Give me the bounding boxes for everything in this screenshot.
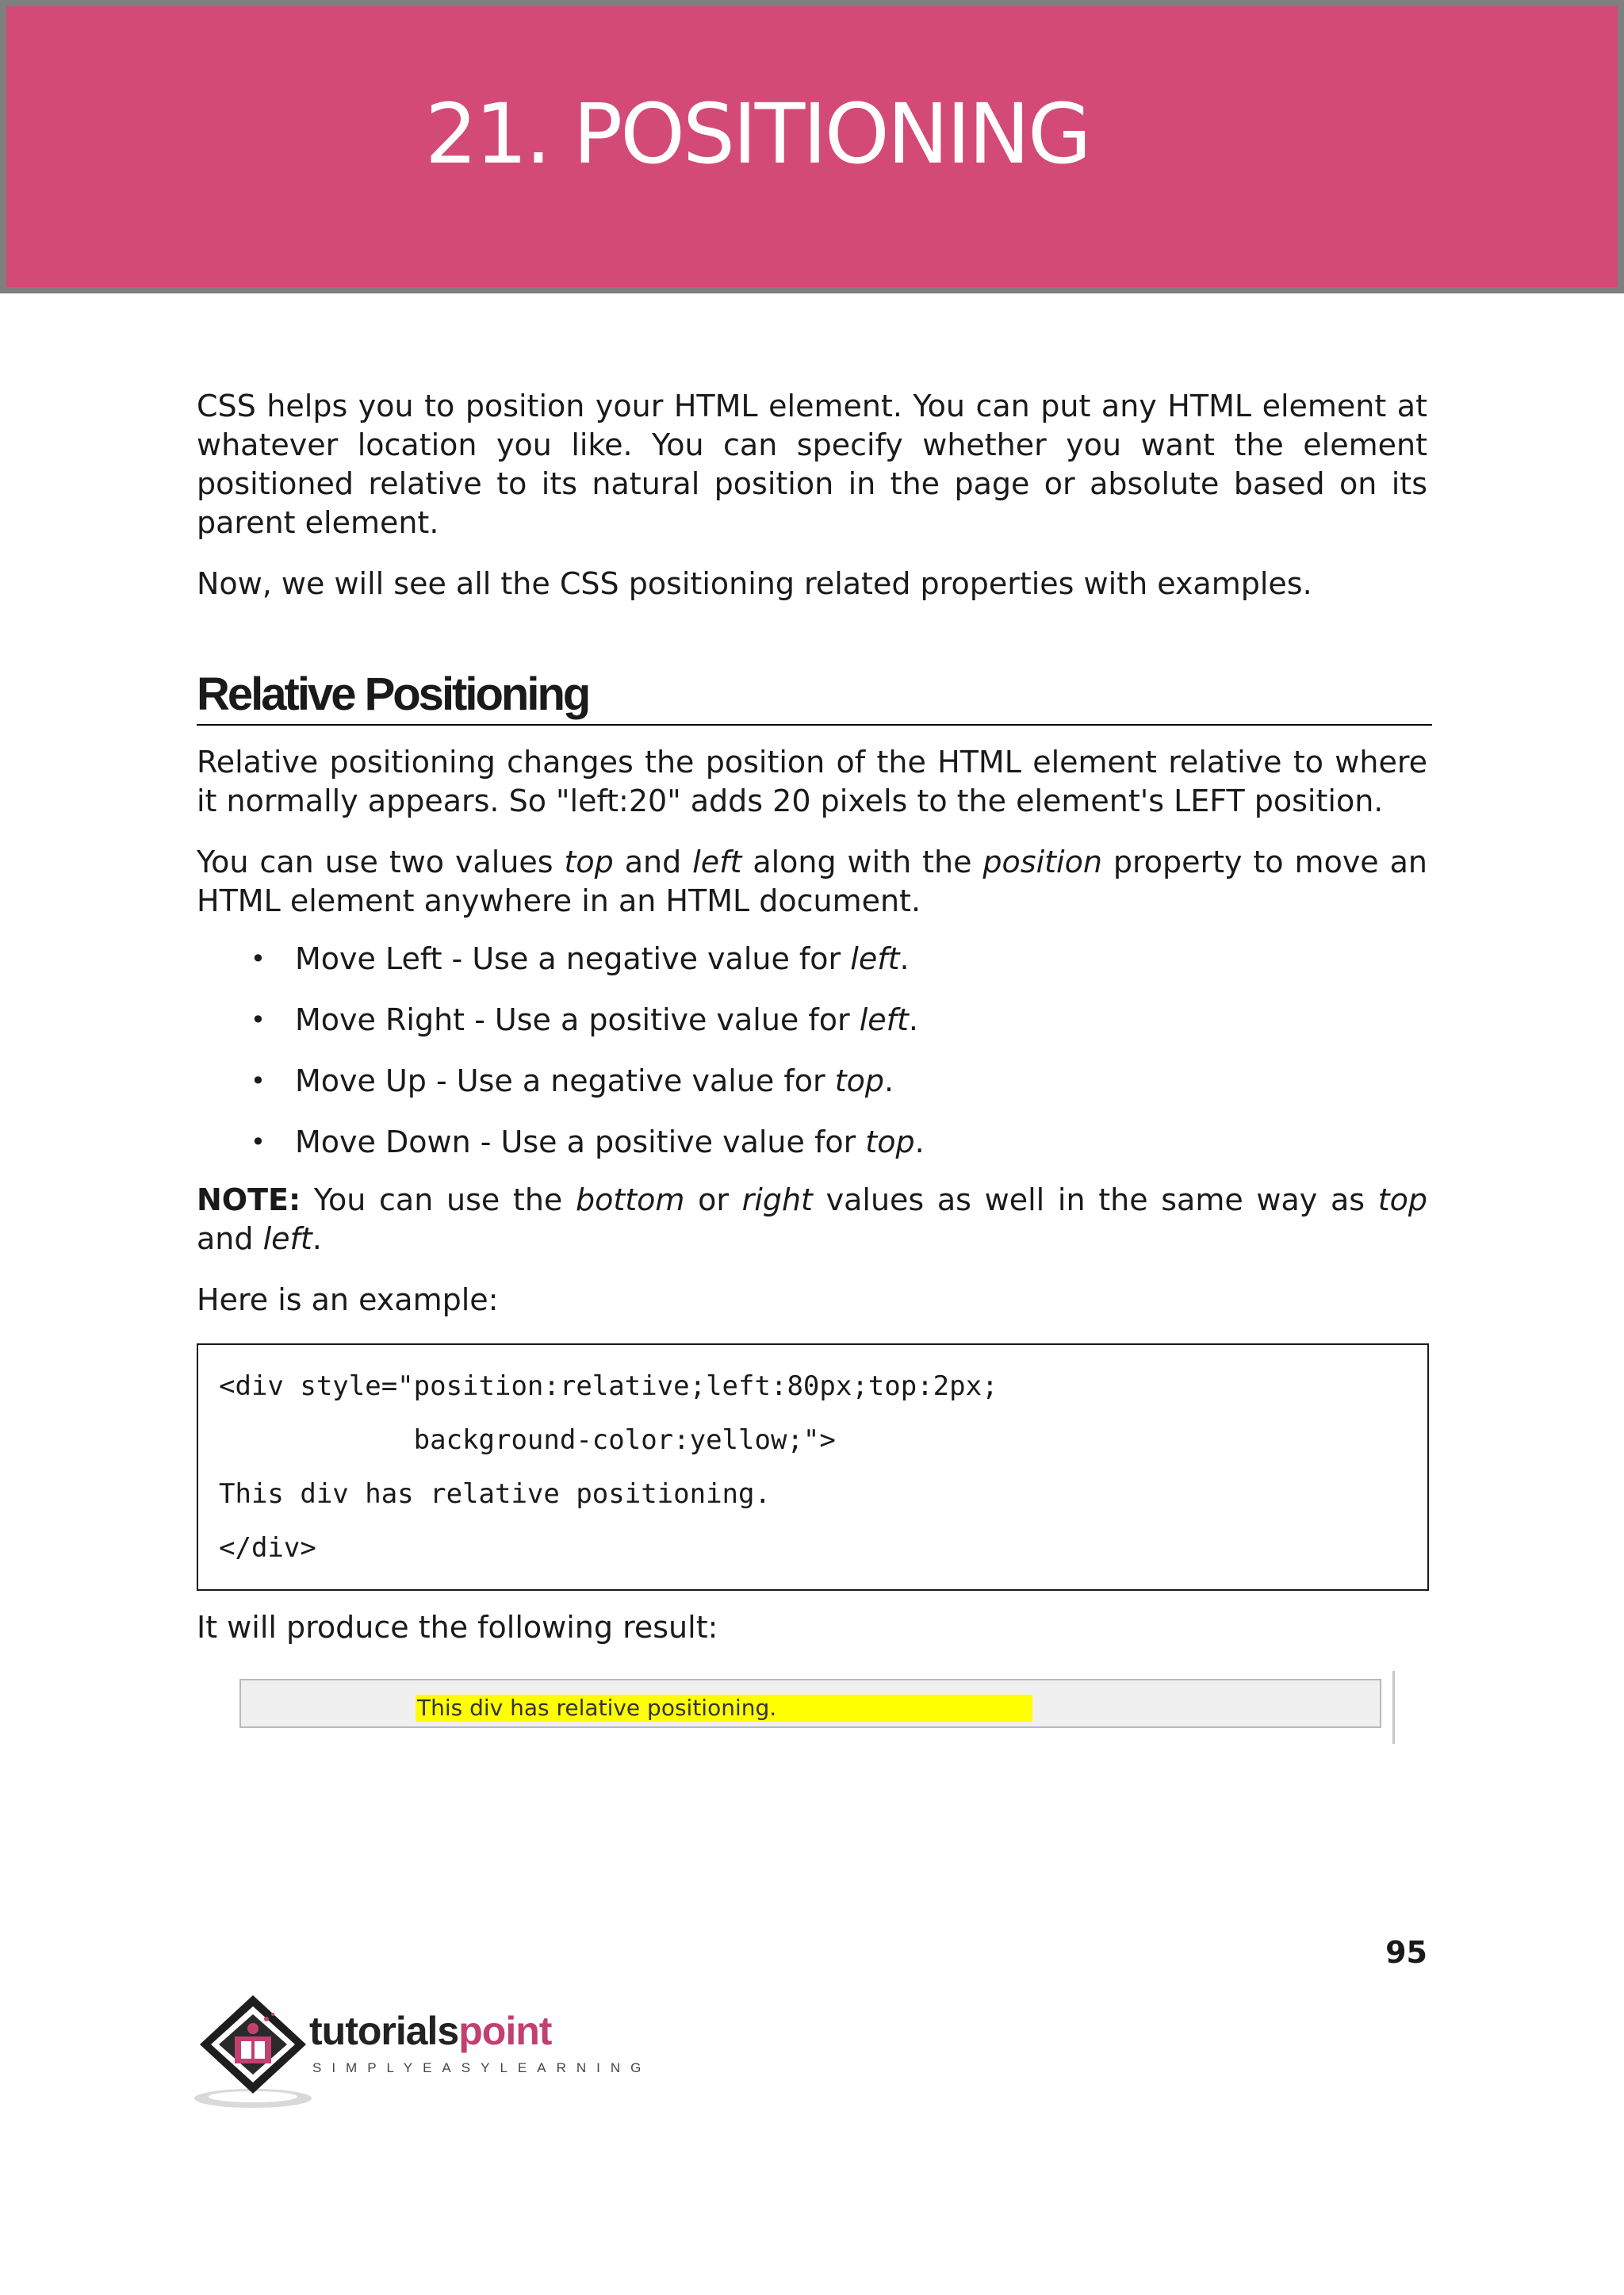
chapter-title: 21. POSITIONING	[425, 86, 1090, 182]
code-line: background-color:yellow;">	[219, 1424, 836, 1456]
logo-tagline: SIMPLYEASYLEARNING	[312, 2060, 652, 2075]
note-label: NOTE:	[197, 1182, 301, 1217]
list-item: • Move Up - Use a negative value for top.	[197, 1062, 1427, 1101]
section-heading: Relative Positioning	[197, 669, 1432, 726]
page-number: 95	[1385, 1935, 1427, 1970]
result-intro: It will produce the following result:	[197, 1610, 718, 1645]
bullet-icon: •	[251, 1066, 266, 1096]
section-paragraph: Relative positioning changes the position of the HTML element relative to where it normally appears. So "left:20" adds 20 pixels to the element's LEFT position.	[197, 745, 1427, 818]
list-item: • Move Right - Use a positive value for left.	[197, 1001, 1427, 1040]
chapter-banner	[0, 0, 1624, 293]
result-preview	[197, 1671, 1427, 1750]
code-line: <div style="position:relative;left:80px;top:2px;	[219, 1370, 998, 1402]
note-paragraph: NOTE: You can use the bottom or right values as well in the same way as top and left.	[197, 1182, 1427, 1256]
bullet-icon: •	[251, 1127, 266, 1157]
logo-wordmark: tutorialspoint	[309, 2009, 552, 2053]
code-line: This div has relative positioning.	[219, 1478, 771, 1510]
code-block	[197, 1343, 1429, 1591]
list-item: • Move Left - Use a negative value for left.	[197, 940, 1427, 979]
page-content	[197, 387, 1427, 1750]
tutorialspoint-logo	[193, 1992, 652, 2111]
result-frame	[239, 1679, 1381, 1728]
bullet-icon: •	[251, 944, 266, 974]
bullet-icon: •	[251, 1005, 266, 1035]
section-paragraph-2: You can use two values top and left along with the position property to move an HTML element anywhere in an HTML document.	[197, 845, 1427, 918]
code-line: </div>	[219, 1532, 316, 1564]
intro-paragraph-2: Now, we will see all the CSS positioning related properties with examples.	[197, 566, 1312, 601]
bullet-list	[197, 940, 1427, 1162]
example-intro: Here is an example:	[197, 1282, 499, 1317]
intro-paragraph: CSS helps you to position your HTML element. You can put any HTML element at whatever location you like. You can specify whether you want the element positioned relative to its natural position in the page or absolute based on its parent element.	[197, 389, 1427, 540]
logo-diamond-icon	[193, 1992, 312, 2111]
preview-scrollbar	[1392, 1671, 1395, 1744]
relative-div-output: This div has relative positioning.	[416, 1695, 1032, 1722]
list-item: • Move Down - Use a positive value for top.	[197, 1123, 1427, 1162]
